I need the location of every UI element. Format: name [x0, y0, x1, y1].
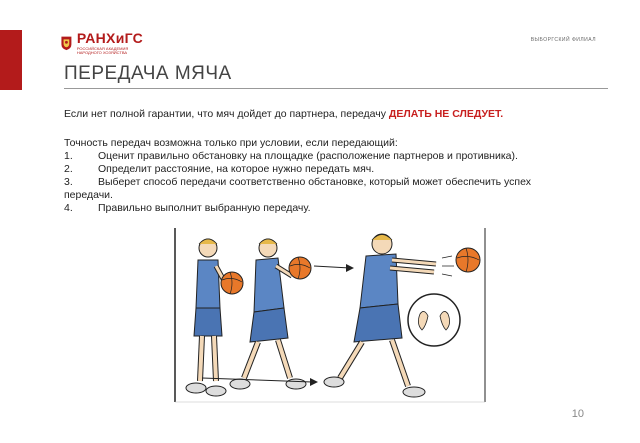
list-item	[64, 176, 584, 189]
slide-title: ПЕРЕДАЧА МЯЧА	[64, 63, 232, 84]
title-divider	[64, 88, 608, 89]
list-text: Выберет способ передачи соответственно обстановке, который может обеспечить успех	[98, 176, 531, 188]
list-text: Оценит правильно обстановку на площадке (расположение партнеров и противника).	[98, 150, 518, 162]
condition-text: Точность передач возможна только при условии, если передающий:	[64, 137, 398, 149]
list-item	[64, 163, 584, 176]
conditions-block	[64, 137, 584, 215]
list-text: Правильно выполнит выбранную передачу.	[98, 202, 311, 214]
list-number: 4.	[64, 202, 73, 214]
logo-name: РАНХиГС	[76, 30, 144, 46]
page-number: 10	[571, 408, 584, 420]
list-number: 2.	[64, 163, 73, 175]
logo	[60, 28, 150, 58]
branch-label: ВЫБОРГСКИЙ ФИЛИАЛ	[530, 37, 596, 43]
red-accent-bar	[0, 30, 22, 90]
list-item	[64, 202, 584, 215]
list-item-continuation: передачи.	[64, 189, 113, 201]
player-figure-1	[186, 239, 228, 396]
intro-text: Если нет полной гарантии, что мяч дойдет до партнера, передачу	[64, 108, 389, 120]
logo-subtitle: РОССИЙСКАЯ АКАДЕМИЯ НАРОДНОГО ХОЗЯЙСТВА	[76, 46, 129, 55]
intro-paragraph	[64, 108, 584, 121]
warning-text: ДЕЛАТЬ НЕ СЛЕДУЕТ.	[388, 108, 504, 120]
passing-illustration	[172, 226, 488, 406]
emblem-icon	[60, 32, 73, 54]
hand-detail-inset	[408, 294, 460, 346]
list-text: Определит расстояние, на которое нужно передать мяч.	[98, 163, 375, 175]
list-number: 3.	[64, 176, 73, 188]
list-number: 1.	[64, 150, 73, 162]
list-item	[64, 150, 584, 163]
arrow-icon	[346, 264, 354, 272]
